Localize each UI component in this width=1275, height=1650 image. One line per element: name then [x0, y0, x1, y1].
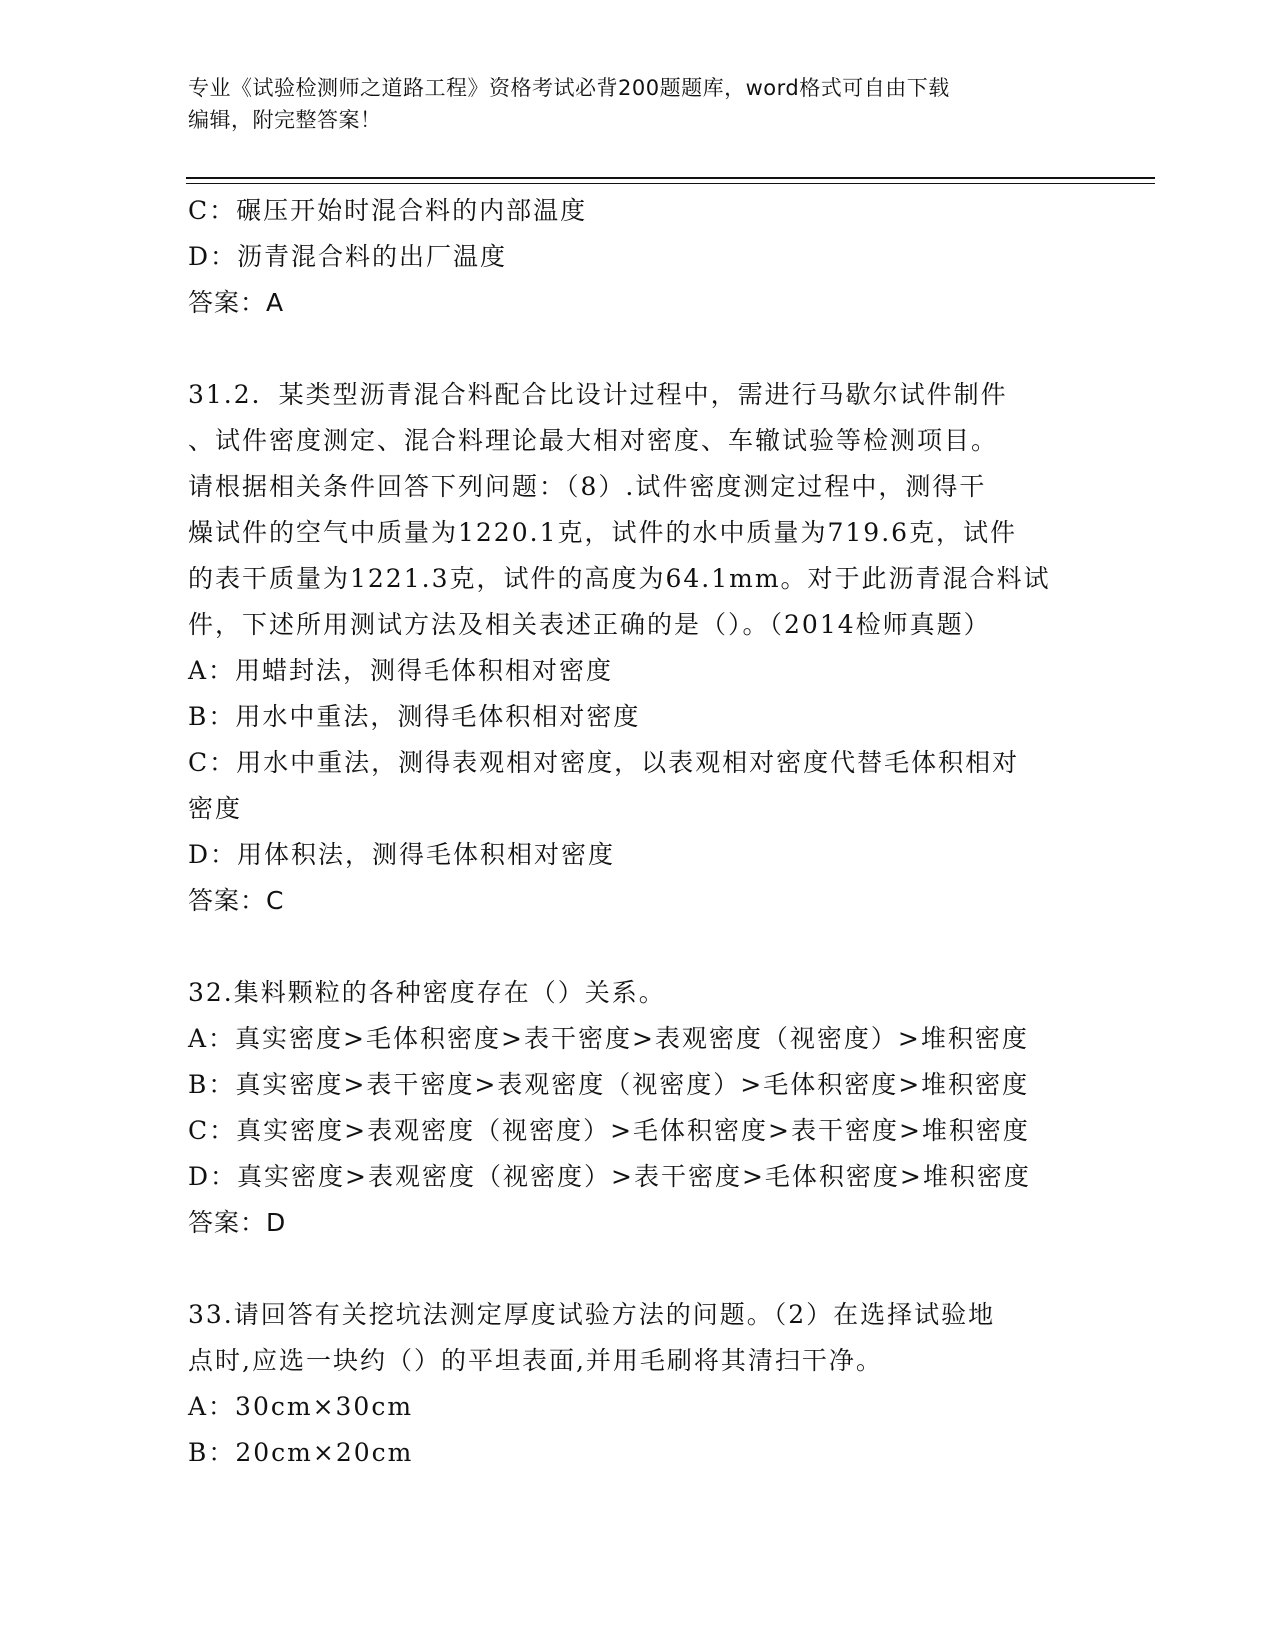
q31-option-d: D：用体积法，测得毛体积相对密度: [188, 840, 616, 869]
q31-option-b: B：用水中重法，测得毛体积相对密度: [188, 702, 641, 731]
q31-stem-line: 燥试件的空气中质量为1220.1克，试件的水中质量为719.6克，试件: [188, 518, 1018, 547]
q31-option-c: C：用水中重法，测得表观相对密度，以表观相对密度代替毛体积相对: [188, 748, 1020, 777]
header-line-1: 专业《试验检测师之道路工程》资格考试必背200题题库，word格式可自由下载: [188, 76, 950, 100]
q31-stem-line: 请根据相关条件回答下列问题：（8）.试件密度测定过程中，测得干: [188, 472, 987, 501]
q31-stem-line: 、试件密度测定、混合料理论最大相对密度、车辙试验等检测项目。: [188, 426, 999, 455]
q31-option-c-cont: 密度: [188, 794, 243, 823]
q33-stem-line: 33.请回答有关挖坑法测定厚度试验方法的问题。（2）在选择试验地: [188, 1300, 996, 1329]
page-header: [188, 72, 1068, 136]
header-line-2: 编辑，附完整答案！: [188, 108, 382, 132]
header-rule-thick: [186, 177, 1155, 179]
q31-stem-line: 31.2．某类型沥青混合料配合比设计过程中，需进行马歇尔试件制件: [188, 380, 1008, 409]
q30-answer: 答案：A: [188, 288, 285, 317]
q32-answer: 答案：D: [188, 1208, 287, 1237]
q33-stem-line: 点时,应选一块约（）的平坦表面,并用毛刷将其清扫干净。: [188, 1346, 883, 1375]
document-body: [188, 188, 1088, 1476]
header-rule-thin: [186, 183, 1155, 184]
q33-option-b: B：20cm×20cm: [188, 1438, 414, 1467]
q32-option-d: D：真实密度>表观密度（视密度）>表干密度>毛体积密度>堆积密度: [188, 1162, 1031, 1191]
q32-option-a: A：真实密度>毛体积密度>表干密度>表观密度（视密度）>堆积密度: [188, 1024, 1029, 1053]
q33-option-a: A：30cm×30cm: [188, 1392, 414, 1421]
q31-stem-line: 件，下述所用测试方法及相关表述正确的是（）。（2014检师真题）: [188, 610, 991, 639]
q31-answer: 答案：C: [188, 886, 285, 915]
q32-stem: 32.集料颗粒的各种密度存在（）关系。: [188, 978, 666, 1007]
q30-option-d: D：沥青混合料的出厂温度: [188, 242, 508, 271]
q32-option-b: B：真实密度>表干密度>表观密度（视密度）>毛体积密度>堆积密度: [188, 1070, 1030, 1099]
q32-option-c: C：真实密度>表观密度（视密度）>毛体积密度>表干密度>堆积密度: [188, 1116, 1030, 1145]
q31-option-a: A：用蜡封法，测得毛体积相对密度: [188, 656, 614, 685]
q30-option-c: C：碾压开始时混合料的内部温度: [188, 196, 588, 225]
q31-stem-line: 的表干质量为1221.3克，试件的高度为64.1mm。对于此沥青混合料试: [188, 564, 1051, 593]
